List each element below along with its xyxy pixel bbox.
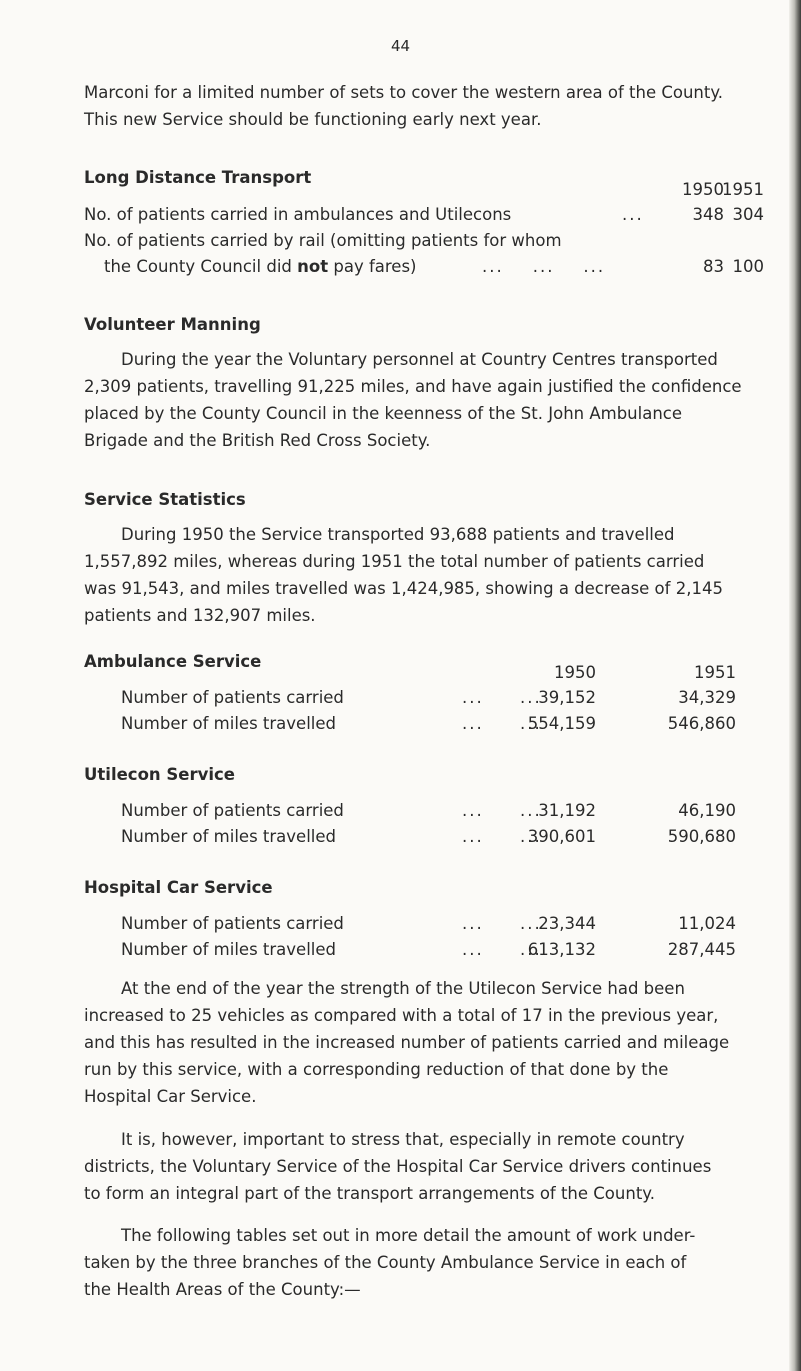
value-1950: 348 [692,205,724,224]
text-line: 1,557,892 miles, whereas during 1951 the total number of patients carried [84,552,705,571]
text-line: During the year the Voluntary personnel at Country Centres transported [121,350,718,369]
text-line: was 91,543, and miles travelled was 1,424,985, showing a decrease of 2,145 [84,579,723,598]
text-line: Brigade and the British Red Cross Society. [84,431,431,450]
text-line: run by this service, with a corresponding reduction of that done by the [84,1060,669,1079]
value-1950: 613,132 [527,940,596,959]
text-line: and this has resulted in the increased number of patients carried and mileage [84,1033,730,1052]
section-heading: Hospital Car Service [84,878,273,897]
text-line: This new Service should be functioning early next year. [84,110,542,129]
row-leader-dots: ... [622,205,644,224]
row-label: Number of patients carried [121,801,344,820]
section-heading: Volunteer Manning [84,315,261,334]
text-line: It is, however, important to stress that, especially in remote country [121,1130,685,1149]
column-header-1950: 1950 [682,180,724,199]
text-line: 2,309 patients, travelling 91,225 miles, and have again justified the confidence [84,377,742,396]
row-leader-dots: ... ... [462,688,542,707]
value-1950: 23,344 [538,914,596,933]
text-line: the Health Areas of the County:— [84,1280,361,1299]
row-leader-dots: ... ... [462,914,542,933]
emphasis-not: not [297,257,329,276]
value-1951: 34,329 [678,688,736,707]
value-1950: 39,152 [538,688,596,707]
row-leader-dots: ... ... ... [482,257,606,276]
section-heading: Service Statistics [84,490,246,509]
row-leader-dots: ... ... [462,827,542,846]
text-line: placed by the County Council in the keenness of the St. John Ambulance [84,404,683,423]
value-1951: 287,445 [667,940,736,959]
column-header-1951: 1951 [694,663,736,682]
text-line: Hospital Car Service. [84,1087,257,1106]
row-label: Number of patients carried [121,688,344,707]
row-leader-dots: ... ... [462,940,542,959]
row-label: Number of miles travelled [121,714,336,733]
section-heading: Ambulance Service [84,652,262,671]
value-1951: 100 [732,257,764,276]
row-label: Number of miles travelled [121,940,336,959]
value-1951: 546,860 [667,714,736,733]
page-edge-shadow [789,0,801,1371]
page-number: 44 [390,37,411,55]
text-line: districts, the Voluntary Service of the Hospital Car Service drivers continues [84,1157,712,1176]
text-line: patients and 132,907 miles. [84,606,316,625]
row-label: No. of patients carried in ambulances and Utilecons [84,205,512,224]
row-label: No. of patients carried by rail (omitting patients for whom [84,231,562,250]
row-label-continued: the County Council did not pay fares) [104,257,417,276]
value-1950: 83 [703,257,724,276]
value-1951: 590,680 [667,827,736,846]
text-line: to form an integral part of the transport arrangements of the County. [84,1184,655,1203]
value-1951: 304 [732,205,764,224]
row-label: Number of miles travelled [121,827,336,846]
column-header-1950: 1950 [554,663,596,682]
text-line: At the end of the year the strength of the Utilecon Service had been [121,979,685,998]
row-leader-dots: ... ... [462,801,542,820]
row-label: Number of patients carried [121,914,344,933]
text-line: During 1950 the Service transported 93,688 patients and travelled [121,525,675,544]
value-1950: 31,192 [538,801,596,820]
text-line: increased to 25 vehicles as compared with a total of 17 in the previous year, [84,1006,719,1025]
column-header-1951: 1951 [722,180,764,199]
value-1951: 11,024 [678,914,736,933]
text-line: Marconi for a limited number of sets to cover the western area of the County. [84,83,723,102]
section-heading: Utilecon Service [84,765,235,784]
value-1950: 554,159 [527,714,596,733]
text-line: taken by the three branches of the County Ambulance Service in each of [84,1253,687,1272]
value-1951: 46,190 [678,801,736,820]
text-line: The following tables set out in more detail the amount of work under- [121,1226,696,1245]
row-leader-dots: ... ... [462,714,542,733]
value-1950: 390,601 [527,827,596,846]
section-heading: Long Distance Transport [84,168,312,187]
